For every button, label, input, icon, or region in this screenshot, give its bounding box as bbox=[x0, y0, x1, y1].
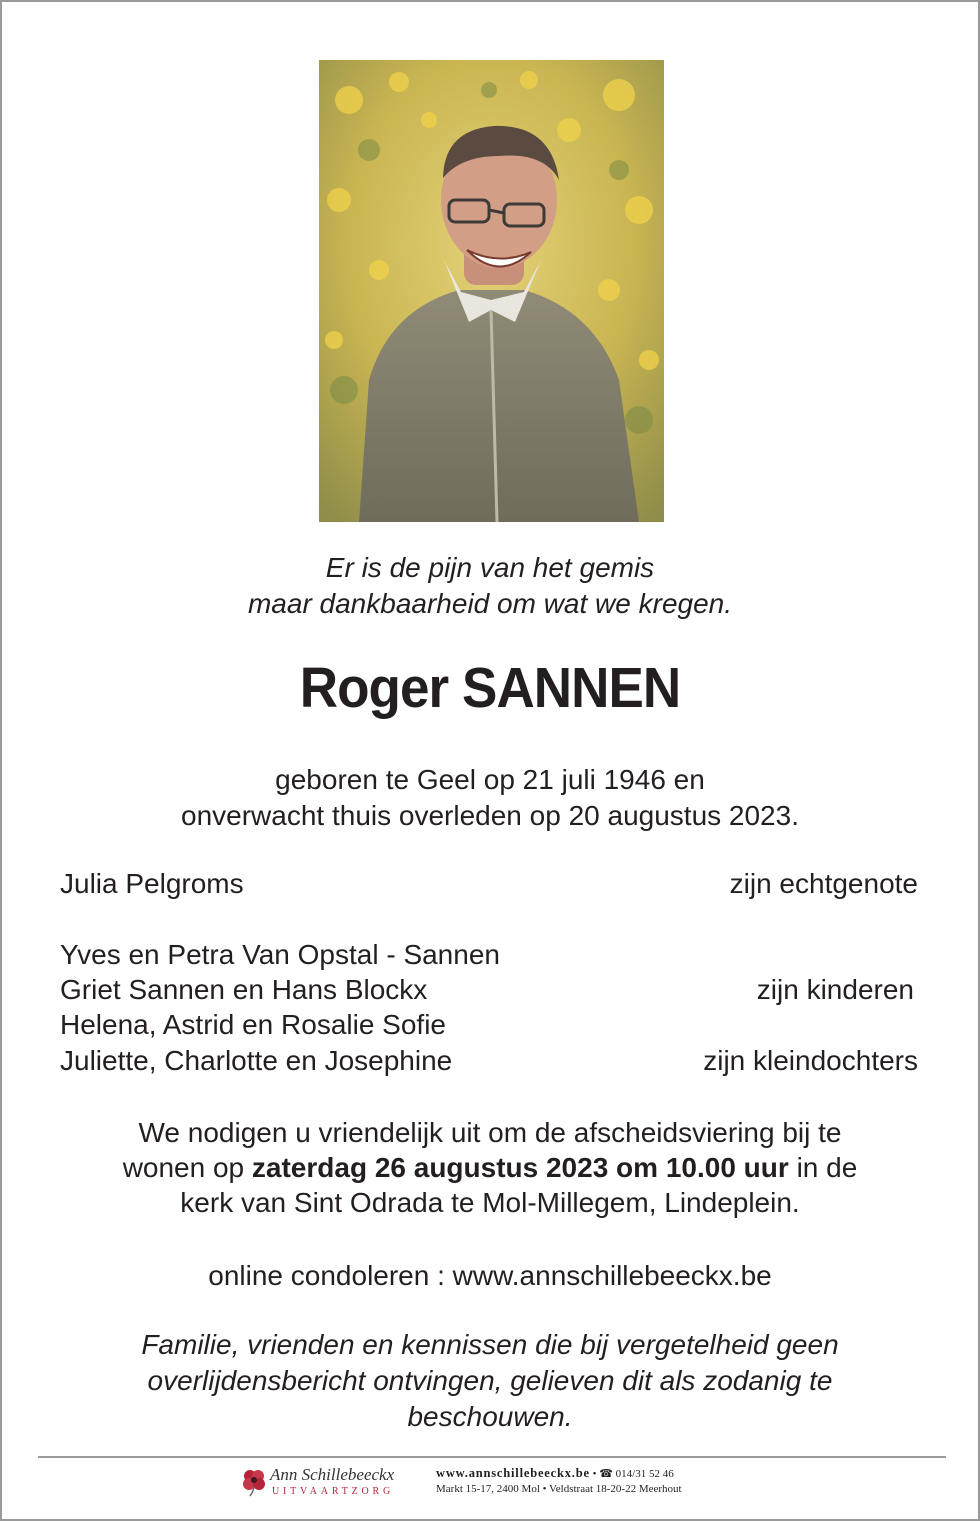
brand-name: Ann Schillebeeckx bbox=[270, 1465, 395, 1484]
notice-text bbox=[2, 1327, 978, 1435]
invitation-line: kerk van Sint Odrada te Mol-Millegem, Lindeplein. bbox=[180, 1187, 800, 1218]
birth-line: geboren te Geel op 21 juli 1946 en bbox=[275, 764, 705, 795]
online-condolence-link[interactable]: online condoleren : www.annschillebeeckx.be bbox=[208, 1260, 772, 1291]
notice-line: overlijdensbericht ontvingen, gelieven dit als zodanig te bbox=[147, 1365, 833, 1396]
funeral-invitation bbox=[2, 1115, 978, 1220]
death-line: onverwacht thuis overleden op 20 augustus 2023. bbox=[181, 800, 799, 831]
children-name: Yves en Petra Van Opstal - Sannen bbox=[60, 939, 500, 970]
contact-line bbox=[436, 1466, 682, 1482]
spouse-name: Julia Pelgroms bbox=[60, 868, 244, 899]
invitation-text: in de bbox=[788, 1152, 858, 1183]
portrait-photo bbox=[319, 60, 664, 522]
ceremony-datetime: zaterdag 26 augustus 2023 om 10.00 uur bbox=[251, 1152, 789, 1183]
brand-subtitle: UITVAARTZORG bbox=[272, 1486, 395, 1497]
website-link[interactable]: www.annschillebeeckx.be bbox=[436, 1466, 590, 1480]
notice-line: beschouwen. bbox=[407, 1401, 573, 1432]
birth-death-dates bbox=[2, 762, 978, 834]
poppy-flower-icon bbox=[240, 1467, 268, 1497]
address: Markt 15-17, 2400 Mol • Veldstraat 18-20-22 Meerhout bbox=[436, 1483, 682, 1495]
deceased-name: Roger SANNEN bbox=[299, 656, 681, 720]
funeral-home-logo bbox=[240, 1465, 430, 1505]
invitation-line: We nodigen u vriendelijk uit om de afscheidsviering bij te bbox=[138, 1117, 842, 1148]
verse-line: Er is de pijn van het gemis bbox=[325, 552, 655, 583]
footer-divider bbox=[38, 1456, 946, 1458]
memorial-verse bbox=[2, 550, 978, 622]
funeral-home-contact bbox=[436, 1466, 682, 1497]
verse-line: maar dankbaarheid om wat we kregen. bbox=[247, 588, 733, 619]
grandchildren-name: Juliette, Charlotte en Josephine bbox=[60, 1045, 453, 1076]
notice-line: Familie, vrienden en kennissen die bij vergetelheid geen bbox=[141, 1329, 839, 1360]
grandchildren-relation: zijn kleindochters bbox=[703, 1045, 918, 1076]
spouse-relation: zijn echtgenote bbox=[729, 868, 918, 899]
phone-icon: ☎ bbox=[599, 1468, 613, 1480]
separator: • bbox=[589, 1468, 600, 1480]
invitation-line bbox=[2, 1150, 978, 1185]
phone-number: 014/31 52 46 bbox=[615, 1468, 674, 1480]
invitation-text: wonen op bbox=[122, 1152, 252, 1183]
grandchildren-name: Helena, Astrid en Rosalie Sofie bbox=[60, 1009, 446, 1040]
children-relation: zijn kinderen bbox=[756, 974, 914, 1005]
children-name: Griet Sannen en Hans Blockx bbox=[60, 974, 428, 1005]
